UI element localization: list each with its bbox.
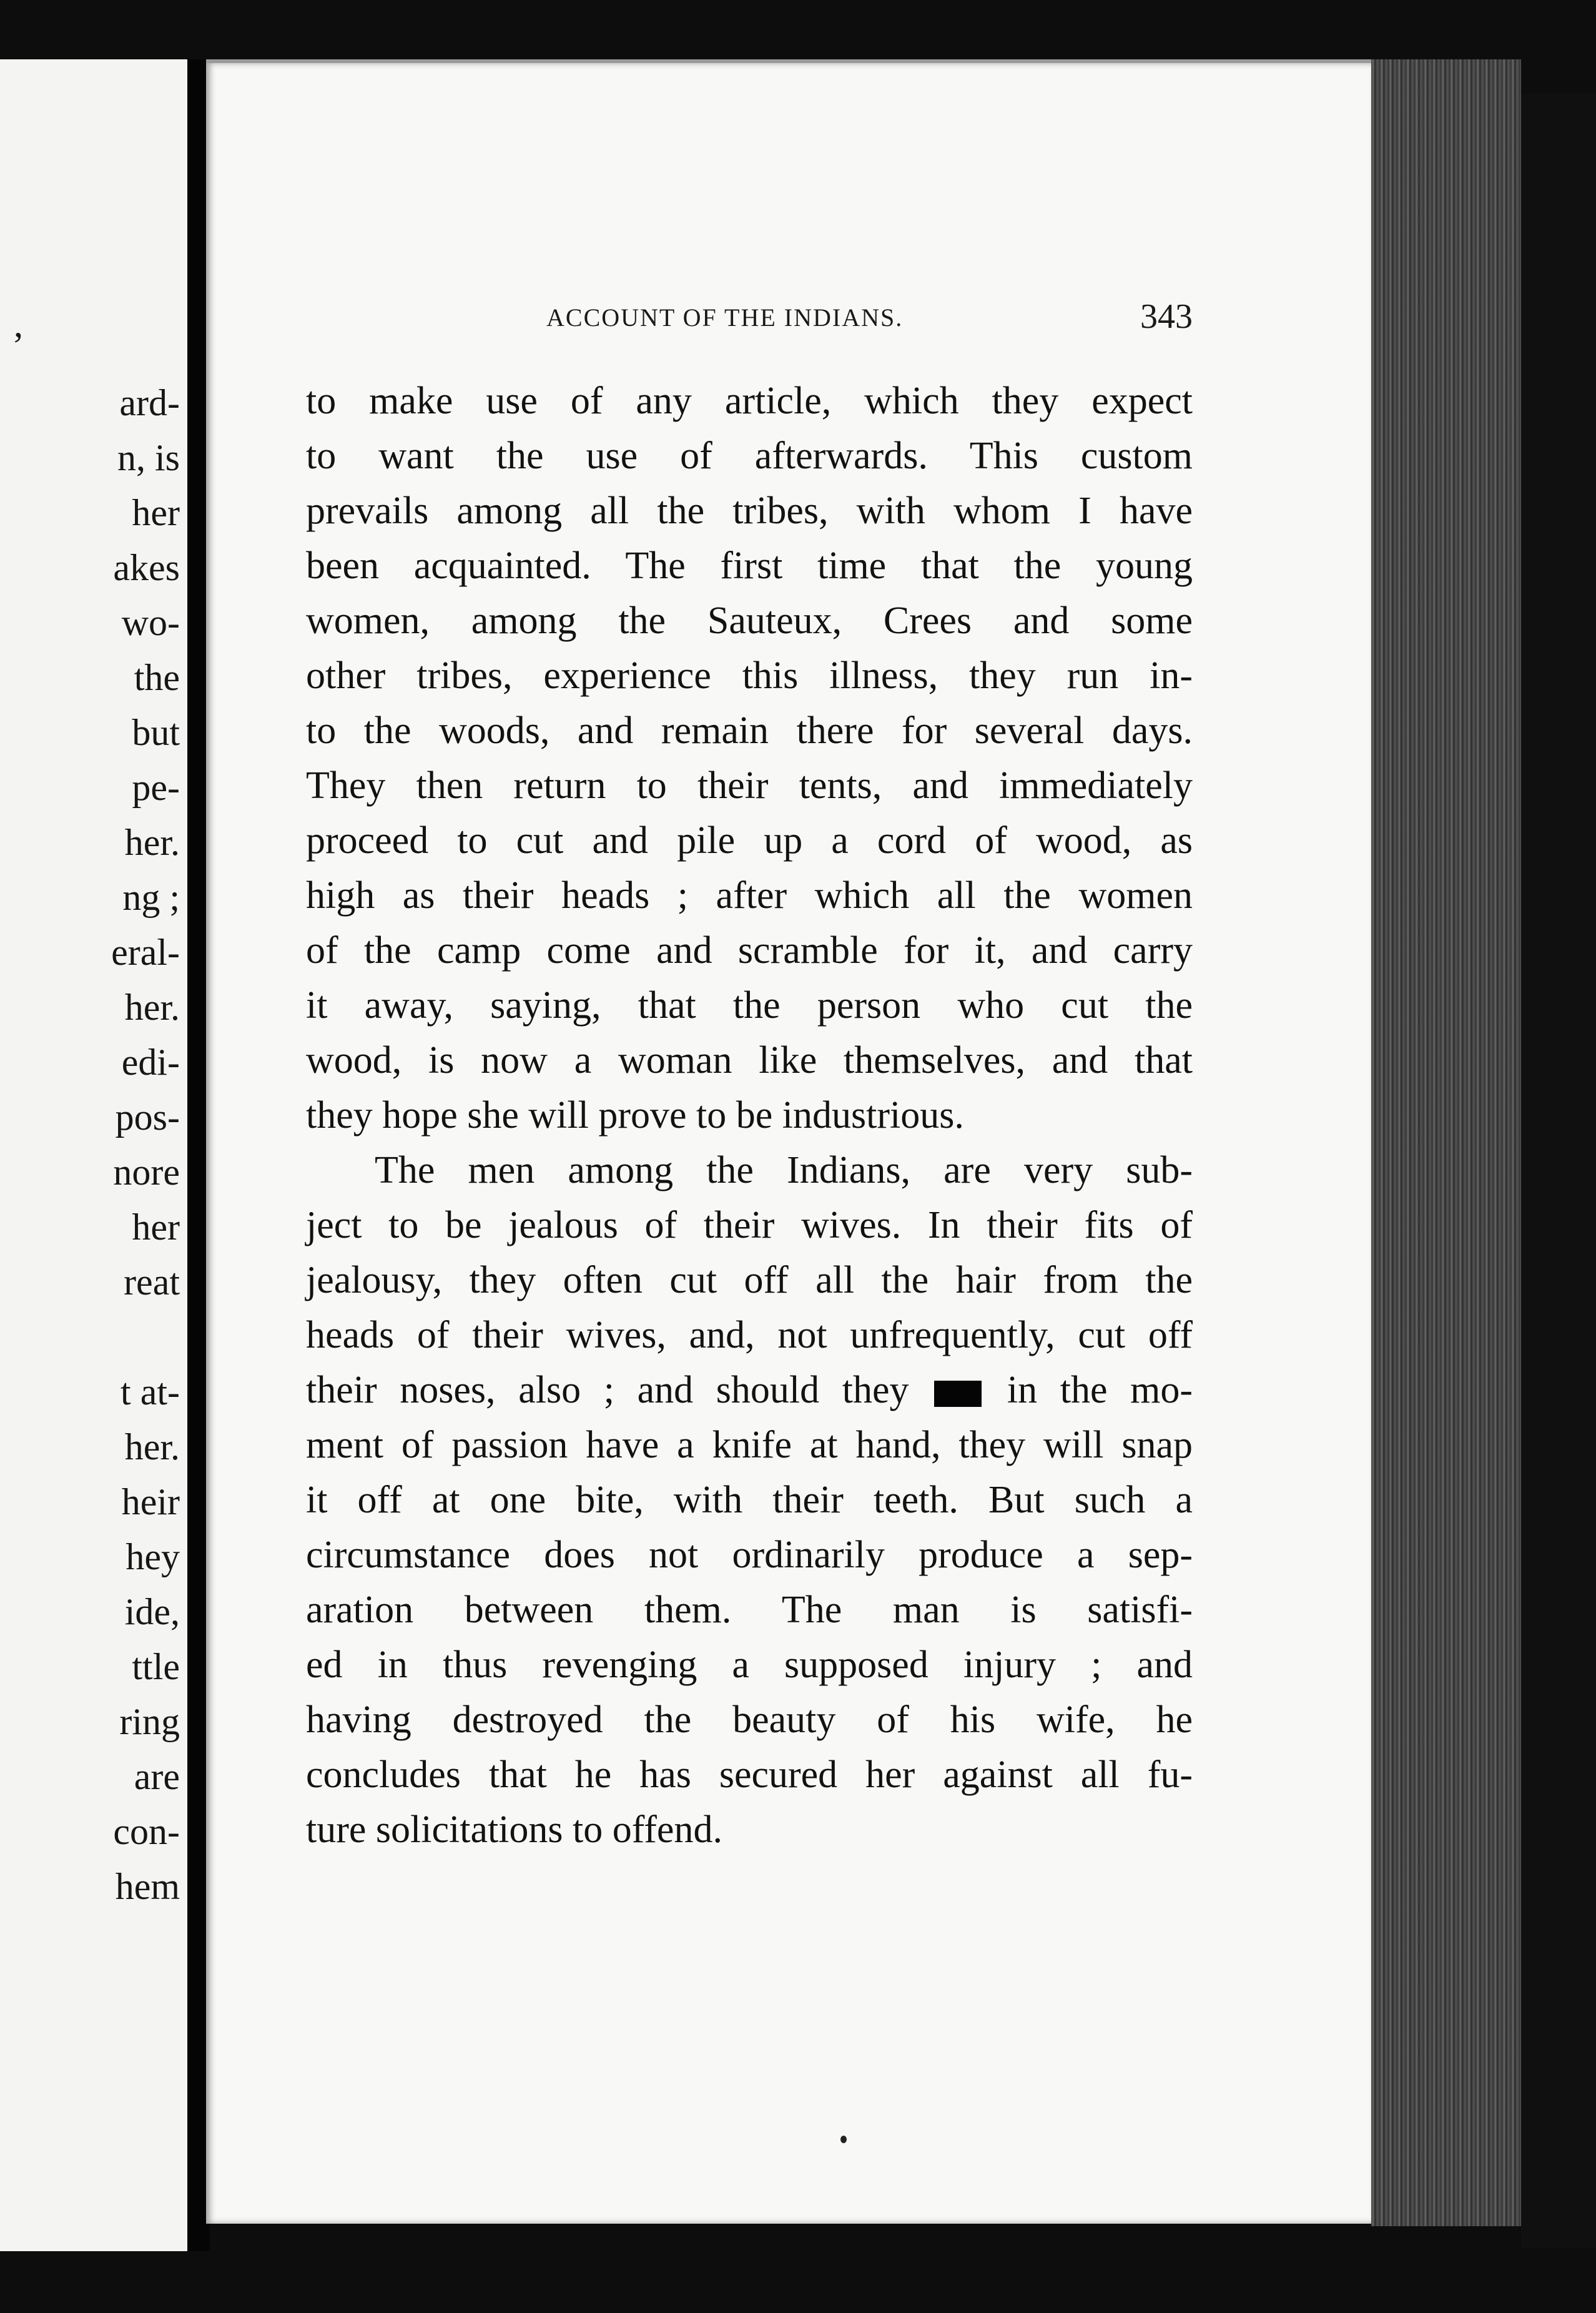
left-page-fragment: n, is: [117, 437, 180, 478]
text-line: The men among the Indians, are very sub-: [375, 1149, 1193, 1191]
left-page-fragment: her: [132, 492, 180, 533]
text-line: ment of passion have a knife at hand, they will snap: [306, 1424, 1193, 1466]
text-line: women, among the Sauteux, Crees and some: [306, 599, 1193, 642]
text-line: heads of their wives, and, not unfrequently, cut off: [306, 1314, 1193, 1356]
left-page-fragment: heir: [121, 1481, 180, 1522]
text-line: to make use of any article, which they expect: [306, 380, 1193, 422]
page-edge: [1371, 59, 1521, 2226]
left-page-fragment: but: [132, 712, 180, 753]
page-number: 343: [1140, 297, 1193, 336]
text-line: having destroyed the beauty of his wife, he: [306, 1699, 1193, 1741]
left-page-fragment: her.: [124, 822, 180, 863]
printer-mark: [840, 2136, 847, 2143]
text-segment: their noses, also ; and should they: [306, 1369, 909, 1411]
ink-blot: [934, 1381, 982, 1407]
body-text: [306, 373, 1193, 1857]
left-page-fragment: are: [134, 1756, 180, 1797]
left-page-fragment: ard-: [119, 382, 180, 423]
text-line: to the woods, and remain there for several days.: [306, 709, 1193, 752]
left-page-fragment: con-: [113, 1811, 180, 1852]
left-page-fragment: hey: [126, 1536, 180, 1577]
left-page-fragment: pe-: [132, 767, 180, 808]
left-page-fragment: pos-: [115, 1097, 180, 1138]
text-line: high as their heads ; after which all the women: [306, 874, 1193, 917]
text-line: prevails among all the tribes, with whom I have: [306, 490, 1193, 532]
text-line: they hope she will prove to be industrious.: [306, 1094, 964, 1137]
left-page-fragment: wo-: [121, 602, 180, 643]
text-line: to want the use of afterwards. This custom: [306, 435, 1193, 477]
text-line: proceed to cut and pile up a cord of wood, as: [306, 819, 1193, 862]
text-line: of the camp come and scramble for it, and carry: [306, 929, 1193, 972]
left-page-fragment: ng ;: [122, 877, 180, 918]
left-page-fragment: akes: [113, 547, 180, 588]
text-segment: in the mo-: [1007, 1369, 1193, 1411]
left-page-fragment: nore: [113, 1152, 180, 1193]
left-facing-page: [0, 59, 189, 2251]
left-page-fragment: her.: [124, 987, 180, 1028]
text-line: it away, saying, that the person who cut the: [306, 984, 1193, 1027]
left-page-fragment: t at-: [121, 1371, 180, 1413]
left-page-fragment: ring: [119, 1701, 180, 1742]
text-line: circumstance does not ordinarily produce a sep-: [306, 1534, 1193, 1576]
left-page-fragment: ide,: [124, 1591, 180, 1632]
page-edge-shadow: [1521, 94, 1596, 2248]
text-line: it off at one bite, with their teeth. But such a: [306, 1479, 1193, 1521]
left-page-fragment: the: [134, 657, 180, 698]
text-line: ed in thus revenging a supposed injury ; and: [306, 1644, 1193, 1686]
left-page-fragment: reat: [124, 1261, 180, 1303]
left-page-fragment: eral-: [111, 932, 180, 973]
left-page-fragment: her.: [124, 1426, 180, 1467]
text-line: been acquainted. The first time that the young: [306, 545, 1193, 587]
text-line: concludes that he has secured her against all fu-: [306, 1753, 1193, 1796]
text-line-with-blot: [306, 1363, 1193, 1418]
left-page-mark: ,: [14, 303, 23, 345]
left-page-fragment: hem: [115, 1866, 180, 1907]
left-page-fragment: ttle: [132, 1646, 180, 1687]
text-line: other tribes, experience this illness, they run in-: [306, 654, 1193, 697]
text-line: wood, is now a woman like themselves, and that: [306, 1039, 1193, 1082]
left-page-fragment: edi-: [121, 1042, 180, 1083]
left-page-fragment: her: [132, 1206, 180, 1248]
running-head: ACCOUNT OF THE INDIANS.: [546, 303, 904, 332]
text-line: ject to be jealous of their wives. In their fits of: [306, 1204, 1193, 1246]
text-line: ture solicitations to offend.: [306, 1808, 722, 1851]
text-line: aration between them. The man is satisfi-: [306, 1589, 1193, 1631]
text-line: They then return to their tents, and immediately: [306, 764, 1193, 807]
page-header: [306, 297, 1193, 340]
text-line: jealousy, they often cut off all the hair from the: [306, 1259, 1193, 1301]
